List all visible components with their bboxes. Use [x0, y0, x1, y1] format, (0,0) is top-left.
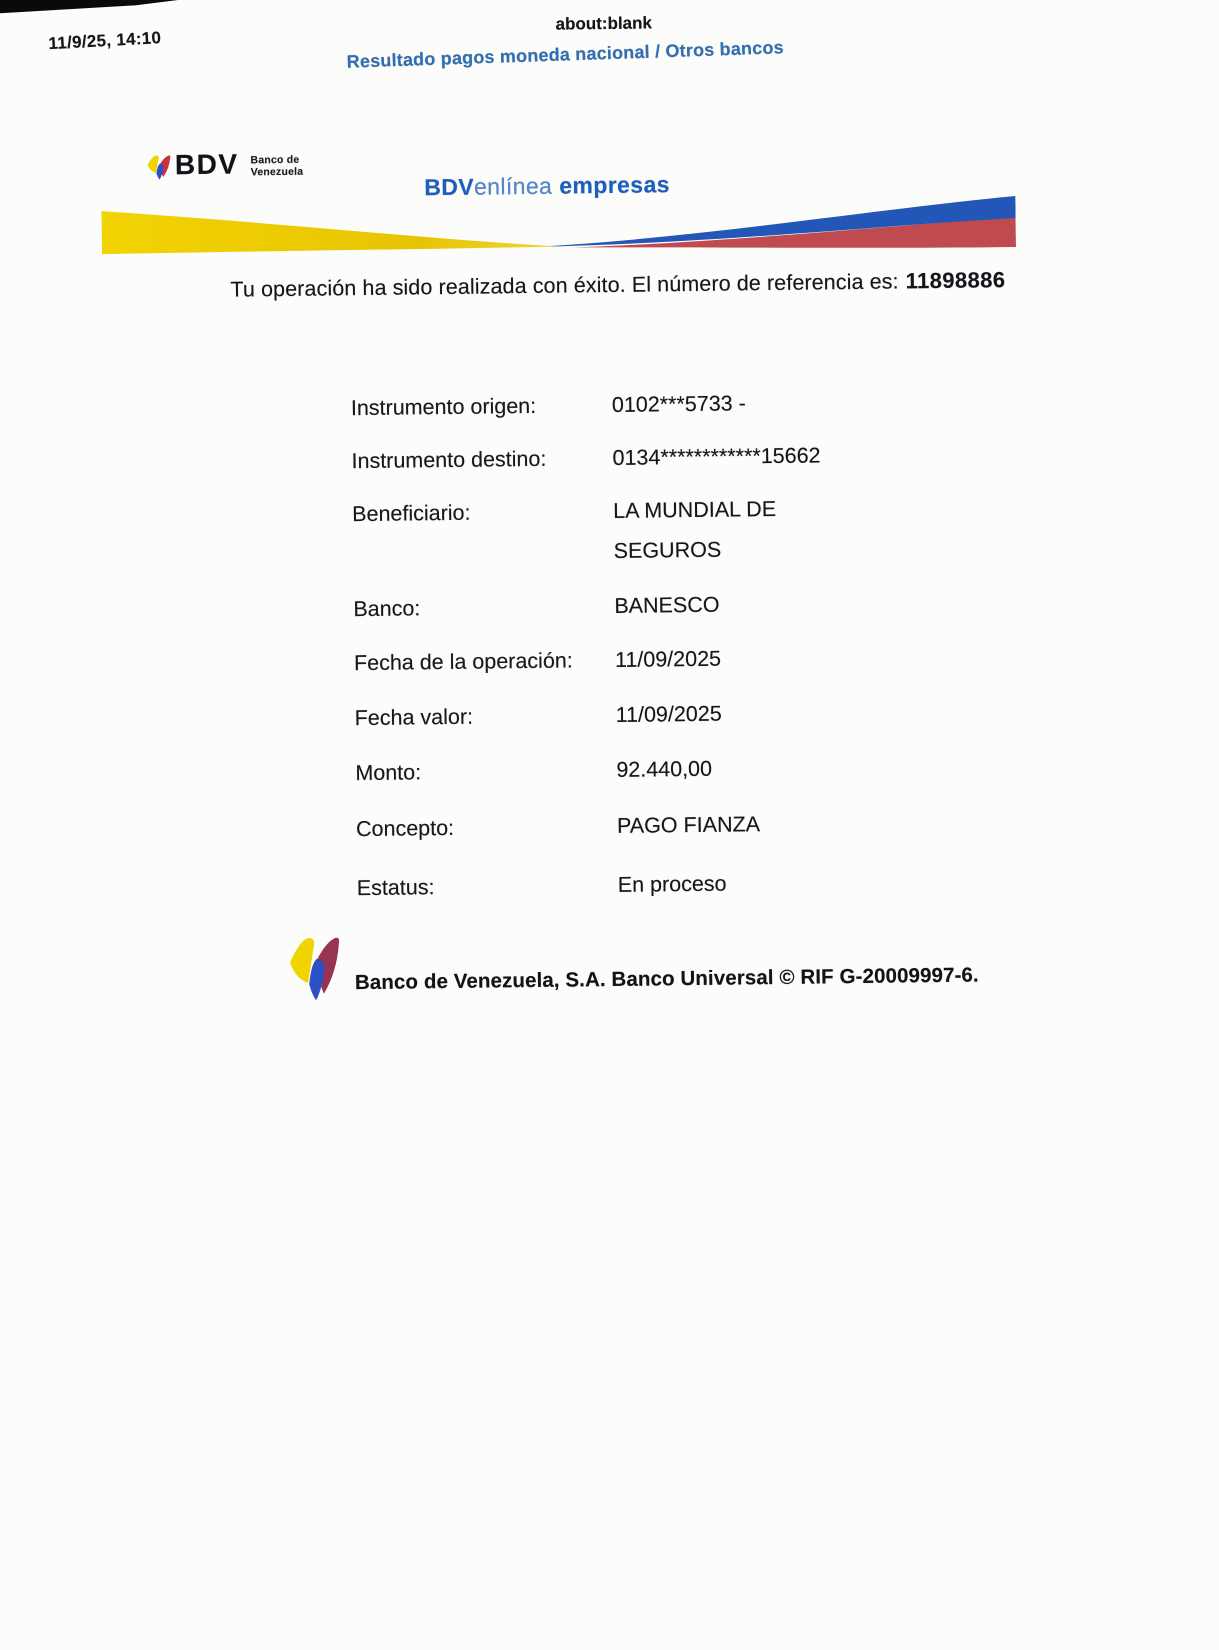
detail-row-estatus: Estatus: En proceso — [357, 871, 908, 908]
detail-row-instrumento-origen: Instrumento origen: 0102***5733 - — [350, 391, 746, 421]
result-message: Tu operación ha sido realizada con éxito. El número de referencia es: — [230, 269, 899, 302]
breadcrumb-result-link: Resultado pagos moneda nacional / Otros bancos — [346, 37, 785, 72]
bdv-logo-text: BDV — [174, 148, 239, 181]
detail-row-banco: Banco: BANESCO — [353, 592, 720, 622]
detail-row-monto: Monto: 92.440,00 — [355, 756, 713, 786]
detail-row-fecha-valor: Fecha valor: 11/09/2025 — [354, 701, 722, 731]
detail-row-beneficiario: Beneficiario: LA MUNDIAL DE SEGUROS — [352, 496, 777, 563]
flag-ribbon-banner — [99, 191, 1016, 262]
reference-number: 11898886 — [905, 267, 1006, 294]
detail-row-concepto: Concepto: PAGO FIANZA — [355, 812, 761, 842]
page-title-bdv: BDV — [424, 173, 475, 201]
bdv-footer-mark-icon — [286, 932, 345, 1003]
print-header-page-title: about:blank — [555, 13, 653, 34]
bdv-logo-subtext-line1: Banco de — [250, 153, 300, 167]
print-header-datetime: 11/9/25, 14:10 — [47, 28, 162, 54]
bdv-header-logo — [146, 150, 304, 181]
detail-row-fecha-operacion: Fecha de la operación: 11/09/2025 — [353, 646, 722, 676]
footer-legal-text: Banco de Venezuela, S.A. Banco Universal © RIF G-20009997-6. — [354, 963, 979, 995]
payment-details — [351, 386, 978, 954]
bdv-logo-subtext — [250, 150, 303, 179]
bdv-logo-mark-icon — [146, 153, 173, 180]
page-title-empresas: empresas — [559, 171, 671, 199]
page-title-enlinea: enlínea — [473, 172, 553, 200]
bdv-logo-subtext-line2: Venezuela — [250, 165, 304, 179]
detail-row-instrumento-destino: Instrumento destino: 0134************15662 — [351, 443, 821, 474]
status-value: En proceso — [617, 871, 727, 897]
result-message-line — [230, 267, 1005, 302]
